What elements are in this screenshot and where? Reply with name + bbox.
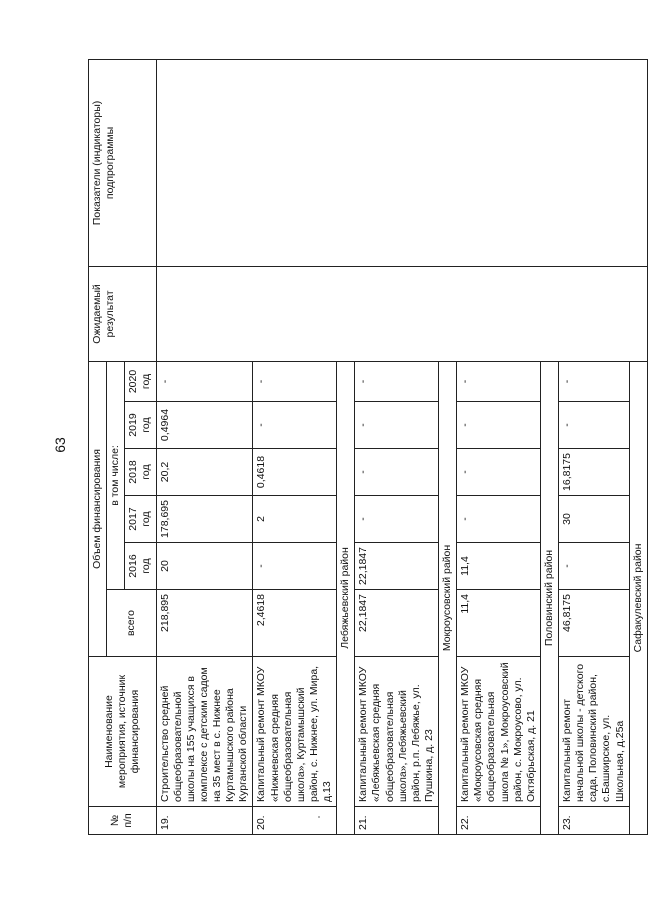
region-label: Половинский район <box>540 361 558 834</box>
header-year: 2020 год <box>125 361 156 401</box>
row-2016: - <box>559 543 630 590</box>
row-num: 21. <box>355 807 439 835</box>
expected-result-cell <box>156 266 647 361</box>
row-2020: - <box>156 361 253 401</box>
row-2018: 16,8175 <box>559 449 630 496</box>
row-2020: - <box>253 361 337 401</box>
header-year: 2017 год <box>125 496 156 543</box>
scan-speck <box>318 816 320 818</box>
row-2018: - <box>355 449 439 496</box>
table-row <box>156 59 253 834</box>
row-2020: - <box>559 361 630 401</box>
row-2016: 20 <box>156 543 253 590</box>
row-2020: - <box>457 361 541 401</box>
header-total: всего <box>107 590 156 657</box>
row-2019: - <box>457 402 541 449</box>
header-indicators: Показатели (индикаторы) подпрограммы <box>89 59 157 266</box>
header-row-1 <box>89 59 107 834</box>
row-2016: - <box>253 543 337 590</box>
row-name: Капитальный ремонт МКОУ «Лебяжьевская средняя общеобразовательная школа», Лебяжьевский район, р.п. Лебяжье, ул. Пушкина, д. 23 <box>355 657 439 807</box>
row-2018: 0,4618 <box>253 449 337 496</box>
header-year: 2019 год <box>125 402 156 449</box>
row-num: 19. <box>156 807 253 835</box>
row-name: Капитальный ремонт МКОУ «Нижневская средняя общеобразовательная школа», Куртамышский район, с. Нижнее, ул. Мира, д.13 <box>253 657 337 807</box>
header-expected: Ожидаемый результат <box>89 266 157 361</box>
indicators-cell <box>156 59 647 266</box>
row-num: 20. <box>253 807 337 835</box>
row-total: 46,8175 <box>559 590 630 657</box>
row-2019: - <box>355 402 439 449</box>
row-2017: - <box>355 496 439 543</box>
row-2020: - <box>355 361 439 401</box>
row-name: Капитальный ремонт МКОУ «Мокроусовская средняя общеобразовательная школа № 1», Мокроусовский район, с. Мокроусово, ул. Октябрьская, д. 21 <box>457 657 541 807</box>
header-name: Наименование мероприятия, источник финансирования <box>89 657 157 807</box>
row-2019: - <box>253 402 337 449</box>
financing-table <box>88 59 648 835</box>
row-2018: 20,2 <box>156 449 253 496</box>
row-2019: 0,4964 <box>156 402 253 449</box>
page-number: 63 <box>52 437 68 453</box>
region-label: Сафакулевский район <box>629 361 647 834</box>
row-total: 218,895 <box>156 590 253 657</box>
header-year: 2018 год <box>125 449 156 496</box>
row-2018: - <box>457 449 541 496</box>
row-total: 2,4618 <box>253 590 337 657</box>
header-num: № п/п <box>89 807 157 835</box>
header-including: в том числе: <box>107 361 125 589</box>
region-label: Мокроусовский район <box>439 361 457 834</box>
row-total: 11,4 <box>457 590 541 657</box>
row-2016: 11,4 <box>457 543 541 590</box>
row-name: Строительство средней общеобразовательной школы на 155 учащихся в комплексе с детским садом на 35 мест в с. Нижнее Куртамышского района Курганской области <box>156 657 253 807</box>
row-2016: 22,1847 <box>355 543 439 590</box>
region-label: Лебяжьевский район <box>337 361 355 834</box>
header-year: 2016 год <box>125 543 156 590</box>
row-2017: 2 <box>253 496 337 543</box>
row-num: 22. <box>457 807 541 835</box>
row-num: 23. <box>559 807 630 835</box>
row-2019: - <box>559 402 630 449</box>
row-total: 22,1847 <box>355 590 439 657</box>
row-name: Капитальный ремонт начальной школы - детского сада, Половинский район, с.Башкирское, ул. Школьная, д.25а <box>559 657 630 807</box>
row-2017: - <box>457 496 541 543</box>
row-2017: 178,695 <box>156 496 253 543</box>
row-2017: 30 <box>559 496 630 543</box>
header-volume: Объем финансирования <box>89 361 107 656</box>
